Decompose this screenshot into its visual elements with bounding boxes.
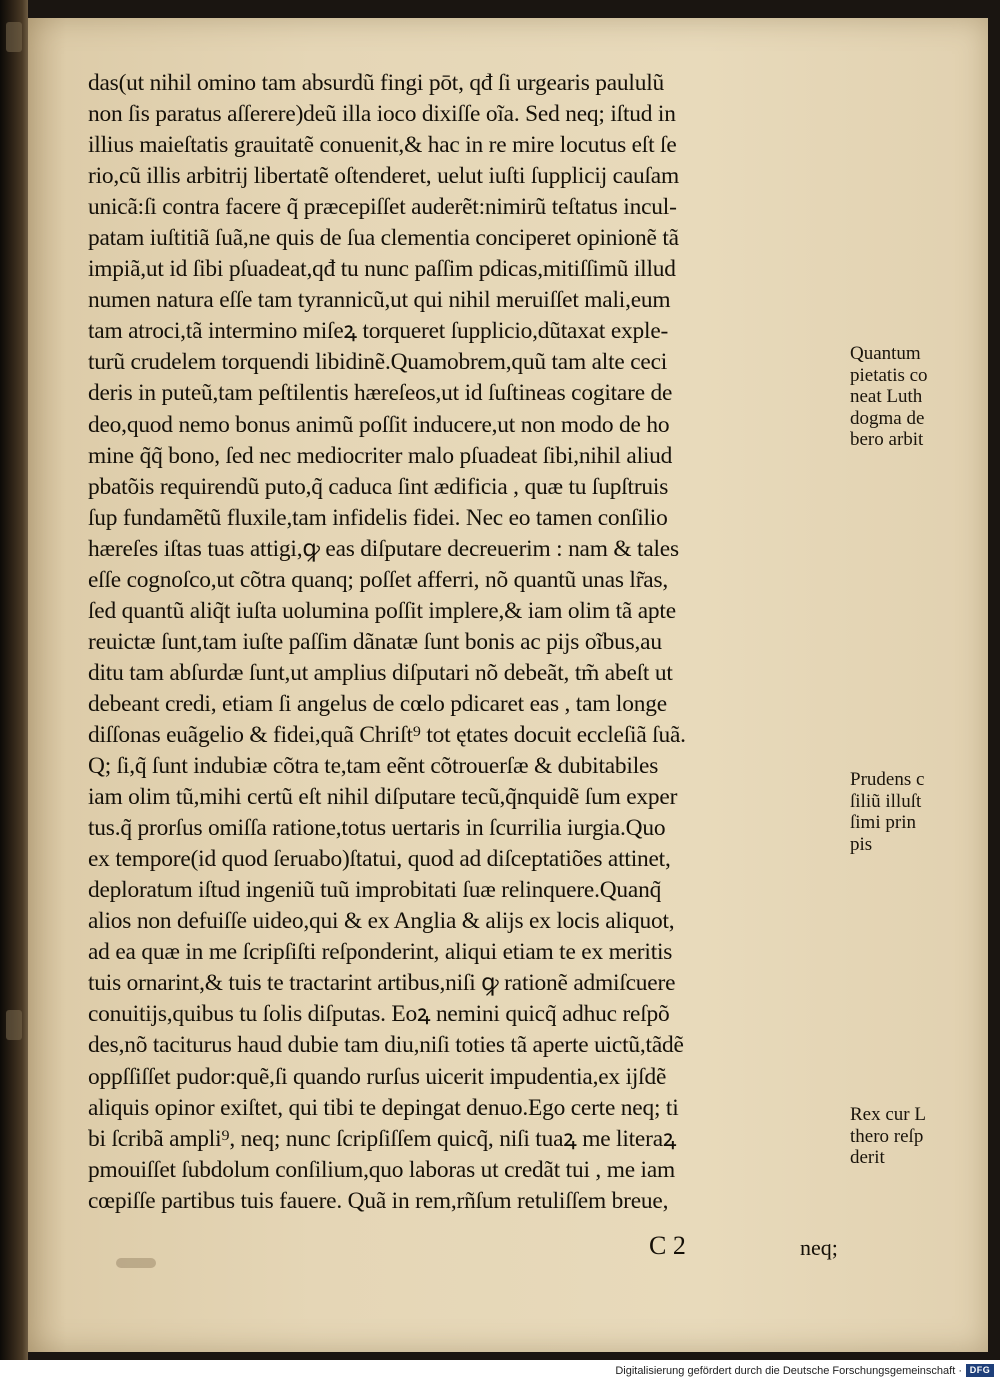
marginal-note-line: Quantum bbox=[850, 343, 921, 364]
marginal-note-1 bbox=[850, 343, 988, 451]
marginal-note-2 bbox=[850, 769, 988, 855]
text-line: ſed quantũ aliq̃t iuſta uolumina poſſit implere,& iam olim tã apte bbox=[88, 597, 676, 624]
text-line: non ſis paratus aſſerere)deũ illa ioco dixiſſe oĩa. Sed neq; iſtud in bbox=[88, 101, 676, 128]
text-line: oppſſiſſet pudor:quẽ,ſi quando rurſus uicerit impudentia,ex ijſdẽ bbox=[88, 1063, 667, 1090]
marginal-note-line: ſimi prin bbox=[850, 812, 916, 833]
book-spine bbox=[0, 0, 28, 1360]
text-line: aliquis opinor exiſtet, qui tibi te depingat denuo.Ego certe neq; ti bbox=[88, 1094, 679, 1121]
marginal-note-line: dogma de bbox=[850, 407, 925, 429]
text-line: ditu tam abſurdæ ſunt,ut amplius diſputari nõ debeãt, tm̃ abeſt ut bbox=[88, 659, 673, 686]
text-line: illius maieſtatis grauitatẽ conuenit,& hac in re mire locutus eſt ſe bbox=[88, 132, 677, 159]
text-line: deploratum iſtud ingeniũ tuũ improbitati ſuæ relinquere.Quanq̃ bbox=[88, 877, 662, 904]
ink-smudge bbox=[116, 1258, 156, 1268]
text-line: debeant credi, etiam ſi angelus de cœlo pdicaret eas , tam longe bbox=[88, 690, 667, 717]
text-line: ſup fundamẽtũ fluxile,tam infidelis fidei. Nec eo tamen conſilio bbox=[88, 504, 668, 531]
dfg-credit-bar bbox=[0, 1360, 1000, 1381]
marginal-note-line: thero reſp bbox=[850, 1125, 924, 1147]
marginal-note-3 bbox=[850, 1104, 988, 1169]
text-line: deris in puteũ,tam peſtilentis hæreſeos,ut id ſuſtineas cogitare de bbox=[88, 380, 673, 407]
marginal-note-line: derit bbox=[850, 1147, 885, 1168]
text-line: pmouiſſet ſubdolum conſilium,quo laboras ut credãt tui , me iam bbox=[88, 1156, 676, 1183]
marginal-note-line: bero arbit bbox=[850, 429, 924, 450]
text-line: tam atroci,tã intermino miſeꝝ torqueret ſupplicio,dũtaxat exple- bbox=[88, 318, 669, 345]
text-line: alios non defuiſſe uideo,qui & ex Anglia & alijs ex locis aliquot, bbox=[88, 908, 675, 935]
dfg-credit-text: Digitalisierung gefördert durch die Deutsche Forschungsgemeinschaft · bbox=[615, 1365, 962, 1377]
text-line: tus.q̃ prorſus omiſſa ratione,totus uertaris in ſcurrilia iurgia.Quo bbox=[88, 815, 666, 842]
text-line: pbatõis requirendũ puto,q̃ caduca ſint ædificia , quæ tu ſupſtruis bbox=[88, 473, 669, 500]
text-line: iam olim tũ,mihi certũ eſt nihil diſputare tecũ,q̃nquidẽ ſum exper bbox=[88, 784, 678, 811]
marginal-note-line: pis bbox=[850, 833, 873, 855]
text-line: tuis ornarint,& tuis te tractarint artibus,niſi ꝙ rationẽ admiſcuere bbox=[88, 970, 676, 997]
text-line: conuitijs,quibus tu ſolis diſputas. Eoꝝ nemini quicq̃ adhuc reſpõ bbox=[88, 1001, 670, 1028]
marginal-note-line: Prudens c bbox=[850, 769, 925, 790]
text-line: bi ſcribã ampli⁹, neq; nunc ſcripſiſſem quicq̃, niſi tuaꝝ me literaꝝ bbox=[88, 1125, 677, 1152]
marginal-note-line: Rex cur L bbox=[850, 1104, 926, 1125]
marginal-note-line: pietatis co bbox=[850, 364, 928, 386]
spine-mark bbox=[6, 22, 22, 52]
text-line: rio,cũ illis arbitrij libertatẽ oſtenderet, uelut iuſti ſupplicij cauſam bbox=[88, 163, 679, 190]
text-line: hæreſes iſtas tuas attigi,ꝙ eas diſputare decreuerim : nam & tales bbox=[88, 535, 679, 562]
spine-mark bbox=[6, 1010, 22, 1040]
text-line: reuictæ ſunt,tam iuſte paſſim dãnatæ ſunt bonis ac pijs oĩbus,au bbox=[88, 628, 662, 655]
text-line: das(ut nihil omino tam absurdũ fingi pōt, qđ ſi urgearis paululũ bbox=[88, 70, 665, 96]
main-text-block bbox=[88, 68, 878, 1217]
dfg-logo: DFG bbox=[966, 1364, 994, 1377]
text-line: impiã,ut id ſibi pſuadeat,qđ tu nunc paſſim pdicas,mitiſſimũ illud bbox=[88, 256, 676, 283]
text-line: deo,quod nemo bonus animũ poſſit inducere,ut non modo de ho bbox=[88, 411, 670, 438]
text-line: turũ crudelem torquendi libidinẽ.Quamobrem,quũ tam alte ceci bbox=[88, 349, 668, 376]
text-line: unicã:ſi contra facere q̃ præcepiſſet auderẽt:nimirũ teſtatus incul- bbox=[88, 194, 677, 221]
page-footer bbox=[28, 1231, 988, 1267]
marginal-note-line: neat Luth bbox=[850, 386, 923, 407]
catchword: neq; bbox=[800, 1235, 838, 1260]
text-line: numen natura eſſe tam tyrannicũ,ut qui nihil meruiſſet mali,eum bbox=[88, 287, 671, 314]
marginal-note-line: ſiliũ illuſt bbox=[850, 790, 922, 812]
text-line: eſſe cognoſco,ut cõtra quanq; poſſet afferri, nõ quantũ unas lr̃as, bbox=[88, 566, 669, 593]
text-line: des,nõ taciturus haud dubie tam diu,niſi toties tã aperte uictũ,tãdẽ bbox=[88, 1032, 684, 1059]
book-page bbox=[28, 18, 988, 1352]
text-line: diſſonas euãgelio & fidei,quã Chriſt⁹ tot ętates docuit eccleſiã ſuã. bbox=[88, 721, 686, 748]
text-line: mine q̃q̃ bono, ſed nec mediocriter malo pſuadeat ſibi,nihil aliud bbox=[88, 442, 673, 469]
text-line: ex tempore(id quod ſeruabo)ſtatui, quod ad diſceptatiões attinet, bbox=[88, 846, 671, 873]
signature-mark: C 2 bbox=[649, 1231, 686, 1260]
text-line: cœpiſſe partibus tuis fauere. Quã in rem,rñſum retuliſſem breue, bbox=[88, 1187, 669, 1214]
text-line: Q; ſi,q̃ ſunt indubiæ cõtra te,tam eẽnt cõtrouerſæ & dubitabiles bbox=[88, 753, 659, 780]
text-line: ad ea quæ in me ſcripſiſti reſponderint, aliqui etiam te ex meritis bbox=[88, 939, 673, 966]
text-line: patam iuſtitiã ſuã,ne quis de ſua clementia conciperet opinionẽ tã bbox=[88, 225, 679, 252]
